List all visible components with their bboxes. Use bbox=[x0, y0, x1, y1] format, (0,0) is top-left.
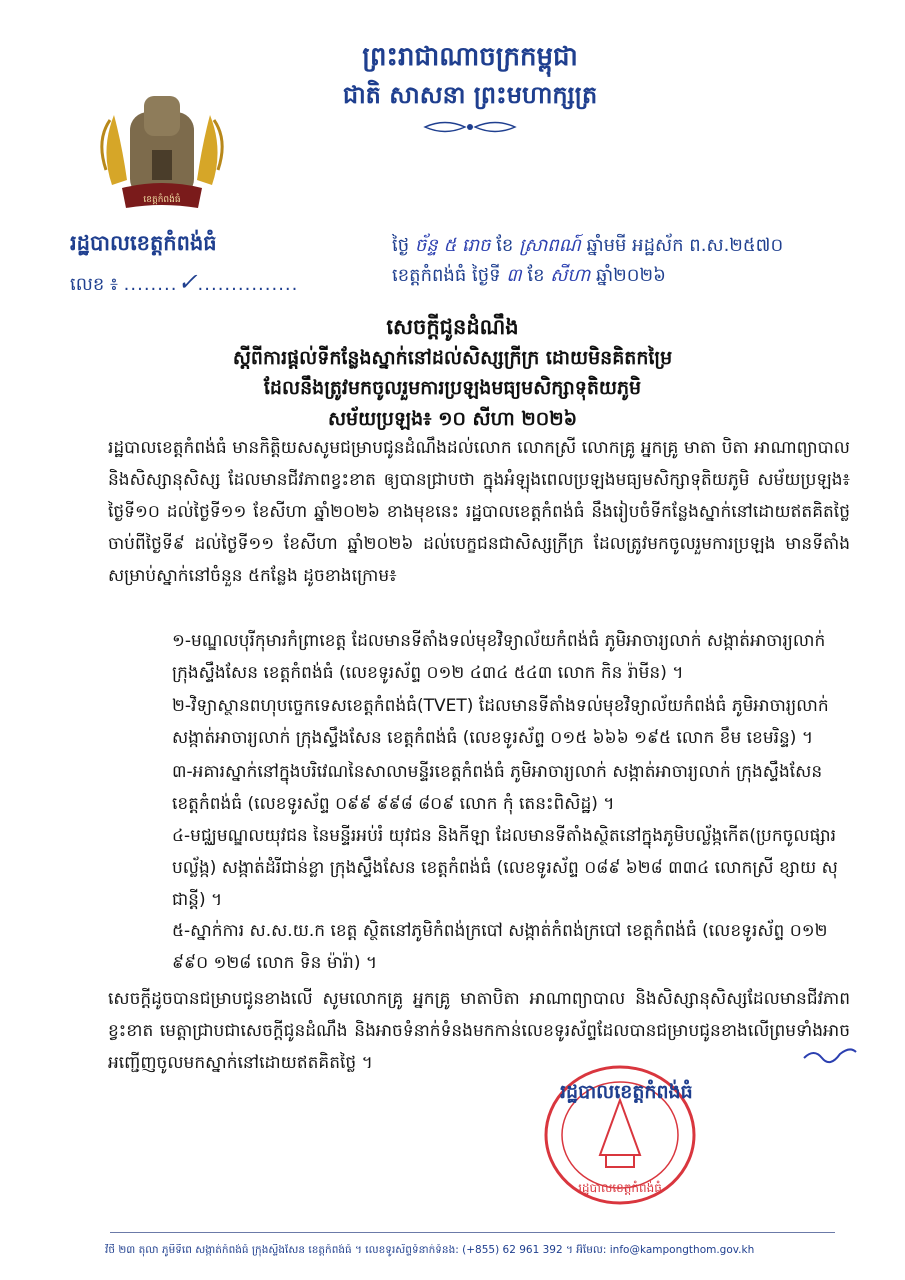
location-item-1: ១-មណ្ឌលបុរីកុមារកំព្រាខេត្ត ដែលមានទីតាំងទល់មុខវិទ្យាល័យកំពង់ធំ ភូមិអាចារ្យលាក់ សង្កាត់អាចារ្យលាក់ ក្រុងស្ទឹងសែន ខេត្តកំពង់ធំ (លេខទូរស័ព្ទ ០១២ ៤៣៤ ៥៤៣ លោក កិន រ៉ាមីន) ។ bbox=[172, 631, 826, 683]
location-item-3: ៣-អគារស្នាក់នៅក្នុងបរិវេណនៃសាលាមន្ទីរខេត្តកំពង់ធំ ភូមិអាចារ្យលាក់ សង្កាត់អាចារ្យលាក់ ក្រុងស្ទឹងសែន ខេត្តកំពង់ធំ (លេខទូរស័ព្ទ ០៩៩ ៩៩៨ ៨០៩ លោក កុំ តេនះពិសិដ្ឋ) ។ bbox=[172, 762, 823, 814]
emblem-caption: ខេត្តកំពង់ធំ bbox=[143, 195, 181, 205]
subject-line-1: ស្ដីពីការផ្ដល់ទីកន្លែងស្នាក់នៅដល់សិស្សក្រីក្រ ដោយមិនគិតកម្រៃ bbox=[232, 347, 673, 369]
solar-year: ឆ្នាំ២០២៦ bbox=[596, 265, 666, 286]
issuing-authority: រដ្ឋបាលខេត្តកំពង់ធំ bbox=[70, 231, 217, 255]
location-item-5: ៥-ស្នាក់ការ ស.ស.យ.ក ខេត្ត ស្ថិតនៅភូមិកំពង់ក្របៅ សង្កាត់កំពង់ក្របៅ ខេត្តកំពង់ធំ (លេខទូរស័ព្ទ ០១២ ៩៩០ ១២៨ លោក ទិន ម៉ារ៉ា) ។ bbox=[172, 921, 828, 973]
lunar-date-line bbox=[392, 233, 783, 260]
lunar-month-handwritten: ស្រាពណ៍ bbox=[519, 235, 581, 256]
solar-day-handwritten: ៣ bbox=[506, 265, 522, 286]
lunar-day-handwritten: ច័ន្ទ ៥ រោច bbox=[414, 235, 491, 256]
seal-text: រដ្ឋបាលខេត្តកំពង់ធំ bbox=[578, 1181, 662, 1195]
solar-month-label: ខែ bbox=[527, 265, 545, 286]
number-dots-end: ............... bbox=[197, 274, 299, 295]
handwritten-flourish-icon bbox=[800, 1040, 860, 1068]
location-item-2: ២-វិទ្យាស្ថានពហុបច្ចេកទេសខេត្តកំពង់ធំ(TVET) ដែលមានទីតាំងទល់មុខវិទ្យាល័យកំពង់ធំ ភូមិអាចារ្យលាក់ សង្កាត់អាចារ្យលាក់ ក្រុងស្ទឹងសែន ខេត្តកំពង់ធំ (លេខទូរស័ព្ទ ០១៥ ៦៦៦ ១៩៥ លោក ខឹម ខេមរិន្ទ) ។ bbox=[172, 696, 829, 748]
solar-day-label: ខេត្តកំពង់ធំ ថ្ងៃទី bbox=[392, 265, 501, 286]
location-item-4: ៤-មជ្ឈមណ្ឌលយុវជន នៃមន្ទីរអប់រំ យុវជន និងកីឡា ដែលមានទីតាំងស្ថិតនៅក្នុងភូមិបល្ល័ង្កកើត(ប្រកចូលផ្សារបល្ល័ង្ក) សង្កាត់ដំរីជាន់ខ្លា ក្រុងស្ទឹងសែន ខេត្តកំពង់ធំ (លេខទូរស័ព្ទ ០៨៩ ៦២៨ ៣៣៤ លោកស្រី ខ្សាយ សុជាន្តី) ។ bbox=[172, 826, 838, 910]
lunar-month-label: ខែ bbox=[496, 235, 514, 256]
subject-line-3: សម័យប្រឡង៖ ១០ សីហា ២០២៦ bbox=[327, 408, 578, 430]
closing-paragraph: សេចក្ដីដូចបានជម្រាបជូនខាងលើ សូមលោកគ្រូ អ្នកគ្រូ មាតាបិតា អាណាព្យាបាល និងសិស្សានុសិស្សដែលមានជីវភាពខ្វះខាត មេត្តាជ្រាបជាសេចក្ដីជូនដំណឹង និងអាចទំនាក់ទំនងមកកាន់លេខទូរស័ព្ទដែលបានជម្រាបជូនខាងលើព្រមទាំងអាចអញ្ជើញចូលមកស្នាក់នៅដោយឥតគិតថ្លៃ ។ bbox=[108, 989, 850, 1073]
number-dots: ........ bbox=[123, 274, 178, 295]
lunar-day-label: ថ្ងៃ bbox=[392, 235, 410, 256]
reference-number-line bbox=[70, 268, 298, 299]
signature-title: រដ្ឋបាលខេត្តកំពង់ធំ bbox=[560, 1081, 693, 1103]
handwritten-check-mark: ✓ bbox=[177, 268, 198, 296]
number-label: លេខ ៖ bbox=[70, 274, 118, 295]
intro-paragraph: រដ្ឋបាលខេត្តកំពង់ធំ មានកិត្តិយសសូមជម្រាបជូនដំណឹងដល់លោក លោកស្រី លោកគ្រូ អ្នកគ្រូ មាតា បិតា អាណាព្យាបាល និងសិស្សានុសិស្ស ដែលមានជីវភាពខ្វះខាត ឲ្យបានជ្រាបថា ក្នុងអំឡុងពេលប្រឡងមធ្យមសិក្សាទុតិយភូមិ សម័យប្រឡង៖ ថ្ងៃទី១០ ដល់ថ្ងៃទី១១ ខែសីហា ឆ្នាំ២០២៦ ខាងមុខនេះ រដ្ឋបាលខេត្តកំពង់ធំ នឹងរៀបចំទីកន្លែងស្នាក់នៅដោយឥតគិតថ្លៃ ចាប់ពីថ្ងៃទី៩ ដល់ថ្ងៃទី១១ ខែសីហា ឆ្នាំ២០២៦ ដល់បេក្ខជនជាសិស្សក្រីក្រ ដែលត្រូវមកចូលរួមការប្រឡង មានទីតាំងសម្រាប់ស្នាក់នៅចំនួន ៥កន្លែង ដូចខាងក្រោម៖ bbox=[108, 438, 850, 586]
province-emblem-logo bbox=[92, 90, 232, 225]
national-motto: ជាតិ សាសនា ព្រះមហាក្សត្រ bbox=[342, 80, 598, 109]
footer-divider bbox=[110, 1232, 835, 1233]
solar-month-handwritten: សីហា bbox=[550, 265, 591, 286]
subject-line-2: ដែលនឹងត្រូវមកចូលរួមការប្រឡងមធ្យមសិក្សាទុតិយភូមិ bbox=[263, 377, 642, 399]
ornament-divider-icon bbox=[420, 116, 520, 138]
kingdom-title: ព្រះរាជាណាចក្រកម្ពុជា bbox=[362, 42, 578, 72]
solar-date-line bbox=[392, 263, 666, 290]
document-title: សេចក្ដីជូនដំណឹង bbox=[386, 314, 519, 339]
lunar-year: ឆ្នាំមមី អដ្ឋស័ក ព.ស.២៥៧០ bbox=[586, 235, 784, 256]
footer-contact: វិថី ២៣ តុលា ភូមិទីពេ សង្កាត់កំពង់ធំ ក្រុងស្ទឹងសែន ខេត្តកំពង់ធំ ។ លេខទូរស័ព្ទទំនាក់ទំនង: (+855) 62 961 392 ។ អ៊ីមែល: info@kampongthom.gov.kh bbox=[105, 1244, 755, 1256]
